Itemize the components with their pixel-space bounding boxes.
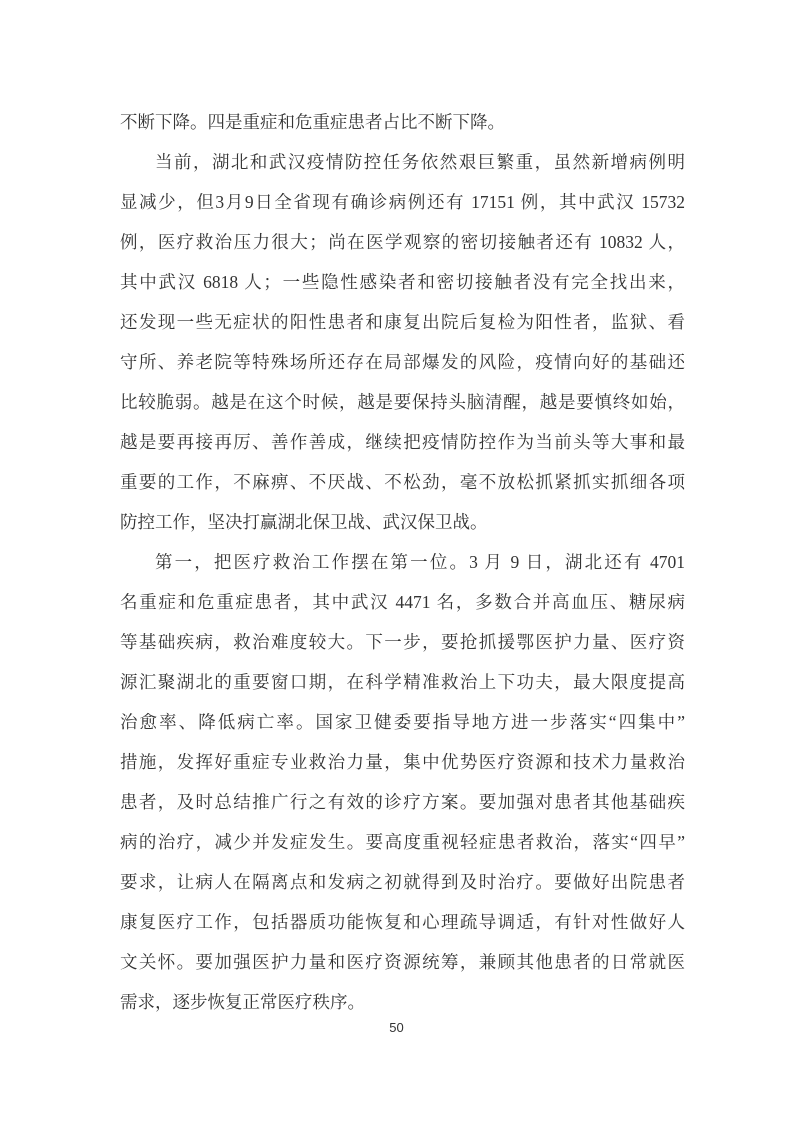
text-line: 康复医疗工作，包括器质功能恢复和心理疏导调适，有针对性做好人 [120, 912, 685, 932]
text-line: 措施，发挥好重症专业救治力量，集中优势医疗资源和技术力量救治 [120, 752, 685, 772]
page-number: 50 [389, 1020, 404, 1035]
text-line: 显减少，但3月9日全省现有确诊病例还有 17151 例，其中武汉 15732 [120, 192, 685, 212]
text-line: 比较脆弱。越是在这个时候，越是要保持头脑清醒，越是要慎终如始， [120, 392, 685, 412]
text-line: 守所、养老院等特殊场所还存在局部爆发的风险，疫情向好的基础还 [120, 352, 685, 372]
text-line: 越是要再接再厉、善作善成，继续把疫情防控作为当前头等大事和最 [120, 432, 685, 452]
text-line: 还发现一些无症状的阳性患者和康复出院后复检为阳性者，监狱、看 [120, 312, 685, 332]
text-line: 第一，把医疗救治工作摆在第一位。3 月 9 日，湖北还有 4701 [155, 552, 685, 572]
text-line: 源汇聚湖北的重要窗口期，在科学精准救治上下功夫，最大限度提高 [120, 672, 685, 692]
text-line: 患者，及时总结推广行之有效的诊疗方案。要加强对患者其他基础疾 [120, 792, 685, 812]
text-line: 例，医疗救治压力很大；尚在医学观察的密切接触者还有 10832 人， [120, 232, 685, 252]
text-line: 不断下降。四是重症和危重症患者占比不断下降。 [120, 112, 505, 132]
text-line: 要求，让病人在隔离点和发病之初就得到及时治疗。要做好出院患者 [120, 872, 685, 892]
text-line: 当前，湖北和武汉疫情防控任务依然艰巨繁重，虽然新增病例明 [155, 152, 685, 172]
text-line: 等基础疾病，救治难度较大。下一步，要抢抓援鄂医护力量、医疗资 [120, 632, 685, 652]
text-line: 重要的工作，不麻痹、不厌战、不松劲，毫不放松抓紧抓实抓细各项 [120, 472, 685, 492]
text-line: 治愈率、降低病亡率。国家卫健委要指导地方进一步落实“四集中” [120, 712, 685, 732]
document-body [120, 102, 685, 1022]
text-line: 其中武汉 6818 人；一些隐性感染者和密切接触者没有完全找出来， [120, 272, 685, 292]
text-line: 病的治疗，减少并发症发生。要高度重视轻症患者救治，落实“四早” [120, 832, 685, 852]
text-line: 防控工作，坚决打赢湖北保卫战、武汉保卫战。 [120, 512, 488, 532]
text-line: 需求，逐步恢复正常医疗秩序。 [120, 992, 365, 1012]
text-line: 名重症和危重症患者，其中武汉 4471 名，多数合并高血压、糖尿病 [120, 592, 685, 612]
text-line: 文关怀。要加强医护力量和医疗资源统筹，兼顾其他患者的日常就医 [120, 952, 685, 972]
